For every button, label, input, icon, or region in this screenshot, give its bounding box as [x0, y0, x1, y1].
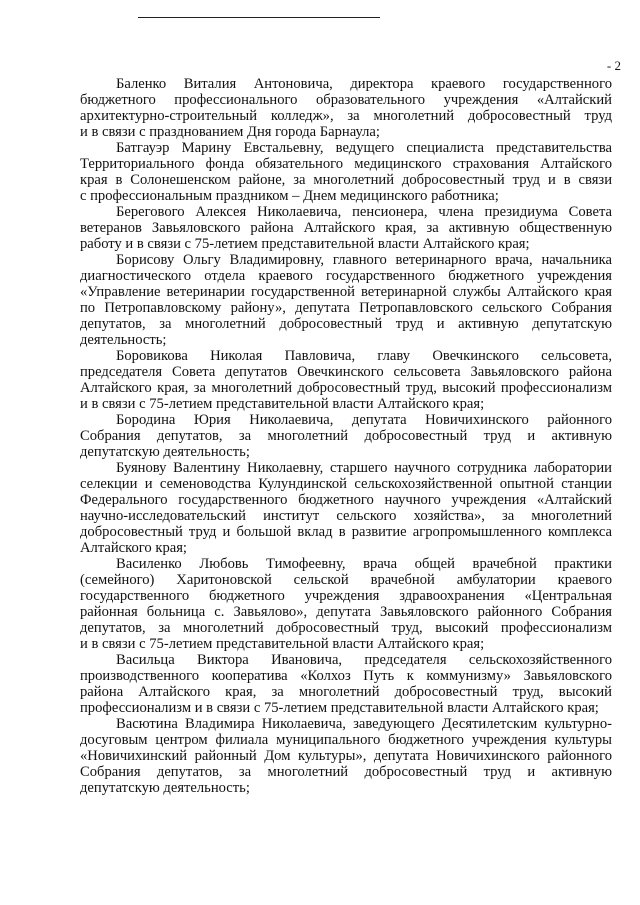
- paragraph: [80, 140, 612, 204]
- paragraph-line: производственного кооператива «Колхоз Путь к коммунизму» Завьяловского: [80, 668, 612, 684]
- paragraph-line: «Новичихинский районный Дом культуры», депутата Новичихинского районного: [80, 748, 612, 764]
- paragraph-line: Территориального фонда обязательного медицинского страхования Алтайского: [80, 156, 612, 172]
- paragraph-line: бюджетного профессионального образовательного учреждения «Алтайский: [80, 92, 612, 108]
- paragraph-line: депутатов, за многолетний добросовестный труд и активную депутатскую: [80, 316, 612, 332]
- paragraph-line: «Управление ветеринарии государственной ветеринарной службы Алтайского края: [80, 284, 612, 300]
- paragraph-line: Васютина Владимира Николаевича, заведующего Десятилетским культурно-: [116, 716, 612, 732]
- paragraph-line: Васильца Виктора Ивановича, председателя сельскохозяйственного: [116, 652, 612, 668]
- paragraph-line: досуговым центром филиала муниципального бюджетного учреждения культуры: [80, 732, 612, 748]
- paragraph: [80, 716, 612, 796]
- document-body: [80, 76, 612, 796]
- paragraph-line: ветеранов Завьяловского района Алтайского края, за активную общественную: [80, 220, 612, 236]
- paragraph-line: Алтайского края;: [80, 540, 187, 556]
- paragraph-line: района Алтайского края, за многолетний добросовестный труд, высокий: [80, 684, 612, 700]
- paragraph-line: деятельность;: [80, 332, 167, 348]
- paragraph-line: Баленко Виталия Антоновича, директора краевого государственного: [116, 76, 612, 92]
- paragraph: [80, 348, 612, 412]
- paragraph: [80, 252, 612, 348]
- paragraph-line: научно-исследовательский институт сельского хозяйства», за многолетний: [80, 508, 612, 524]
- paragraph-line: по Петропавловскому району», депутата Петропавловского сельского Собрания: [80, 300, 612, 316]
- paragraph-line: Алтайского края, за многолетний добросовестный труд, высокий профессионализм: [80, 380, 612, 396]
- paragraph-line: работу и в связи с 75-летием представительной власти Алтайского края;: [80, 236, 530, 252]
- paragraph-line: архитектурно-строительный колледж», за многолетний добросовестный труд: [80, 108, 612, 124]
- paragraph-line: Собрания депутатов, за многолетний добросовестный труд и активную: [80, 764, 612, 780]
- paragraph-line: Василенко Любовь Тимофеевну, врача общей врачебной практики: [116, 556, 612, 572]
- paragraph-line: и в связи с 75-летием представительной власти Алтайского края;: [80, 636, 485, 652]
- paragraph-line: селекции и семеноводства Кулундинской сельскохозяйственной опытной станции: [80, 476, 612, 492]
- paragraph-line: Батгауэр Марину Евстальевну, ведущего специалиста представительства: [116, 140, 612, 156]
- paragraph: [80, 412, 612, 460]
- paragraph-line: (семейного) Харитоновской сельской врачебной амбулатории краевого: [80, 572, 612, 588]
- paragraph-line: Бородина Юрия Николаевича, депутата Новичихинского районного: [116, 412, 612, 428]
- header-rule: [138, 17, 380, 18]
- paragraph-line: края в Солонешенском районе, за многолетний добросовестный труд и в связи: [80, 172, 612, 188]
- paragraph: [80, 76, 612, 140]
- paragraph-line: районная больница с. Завьялово», депутата Завьяловского районного Собрания: [80, 604, 612, 620]
- paragraph-line: Федерального государственного бюджетного научного учреждения «Алтайский: [80, 492, 612, 508]
- paragraph-line: председателя Совета депутатов Овечкинского сельсовета Завьяловского района: [80, 364, 612, 380]
- paragraph-line: и в связи с празднованием Дня города Барнаула;: [80, 124, 380, 140]
- paragraph-line: Боровикова Николая Павловича, главу Овечкинского сельсовета,: [116, 348, 612, 364]
- paragraph-line: Буянову Валентину Николаевну, старшего научного сотрудника лаборатории: [116, 460, 612, 476]
- paragraph-line: Собрания депутатов, за многолетний добросовестный труд и активную: [80, 428, 612, 444]
- paragraph-line: с профессиональным праздником – Днем медицинского работника;: [80, 188, 499, 204]
- paragraph-line: профессионализм и в связи с 75-летием представительной власти Алтайского края;: [80, 700, 599, 716]
- paragraph: [80, 652, 612, 716]
- paragraph-line: диагностического отдела краевого государственного бюджетного учреждения: [80, 268, 612, 284]
- paragraph-line: Борисову Ольгу Владимировну, главного ветеринарного врача, начальника: [116, 252, 612, 268]
- paragraph: [80, 556, 612, 652]
- paragraph-line: добросовестный труд и большой вклад в развитие агропромышленного комплекса: [80, 524, 612, 540]
- paragraph: [80, 460, 612, 556]
- paragraph-line: государственного бюджетного учреждения здравоохранения «Центральная: [80, 588, 612, 604]
- paragraph: [80, 204, 612, 252]
- paragraph-line: Берегового Алексея Николаевича, пенсионера, члена президиума Совета: [116, 204, 612, 220]
- paragraph-line: депутатскую деятельность;: [80, 780, 250, 796]
- page-number: - 2: [606, 58, 621, 73]
- paragraph-line: депутатов, за многолетний добросовестный труд, высокий профессионализм: [80, 620, 612, 636]
- paragraph-line: и в связи с 75-летием представительной власти Алтайского края;: [80, 396, 485, 412]
- paragraph-line: депутатскую деятельность;: [80, 444, 250, 460]
